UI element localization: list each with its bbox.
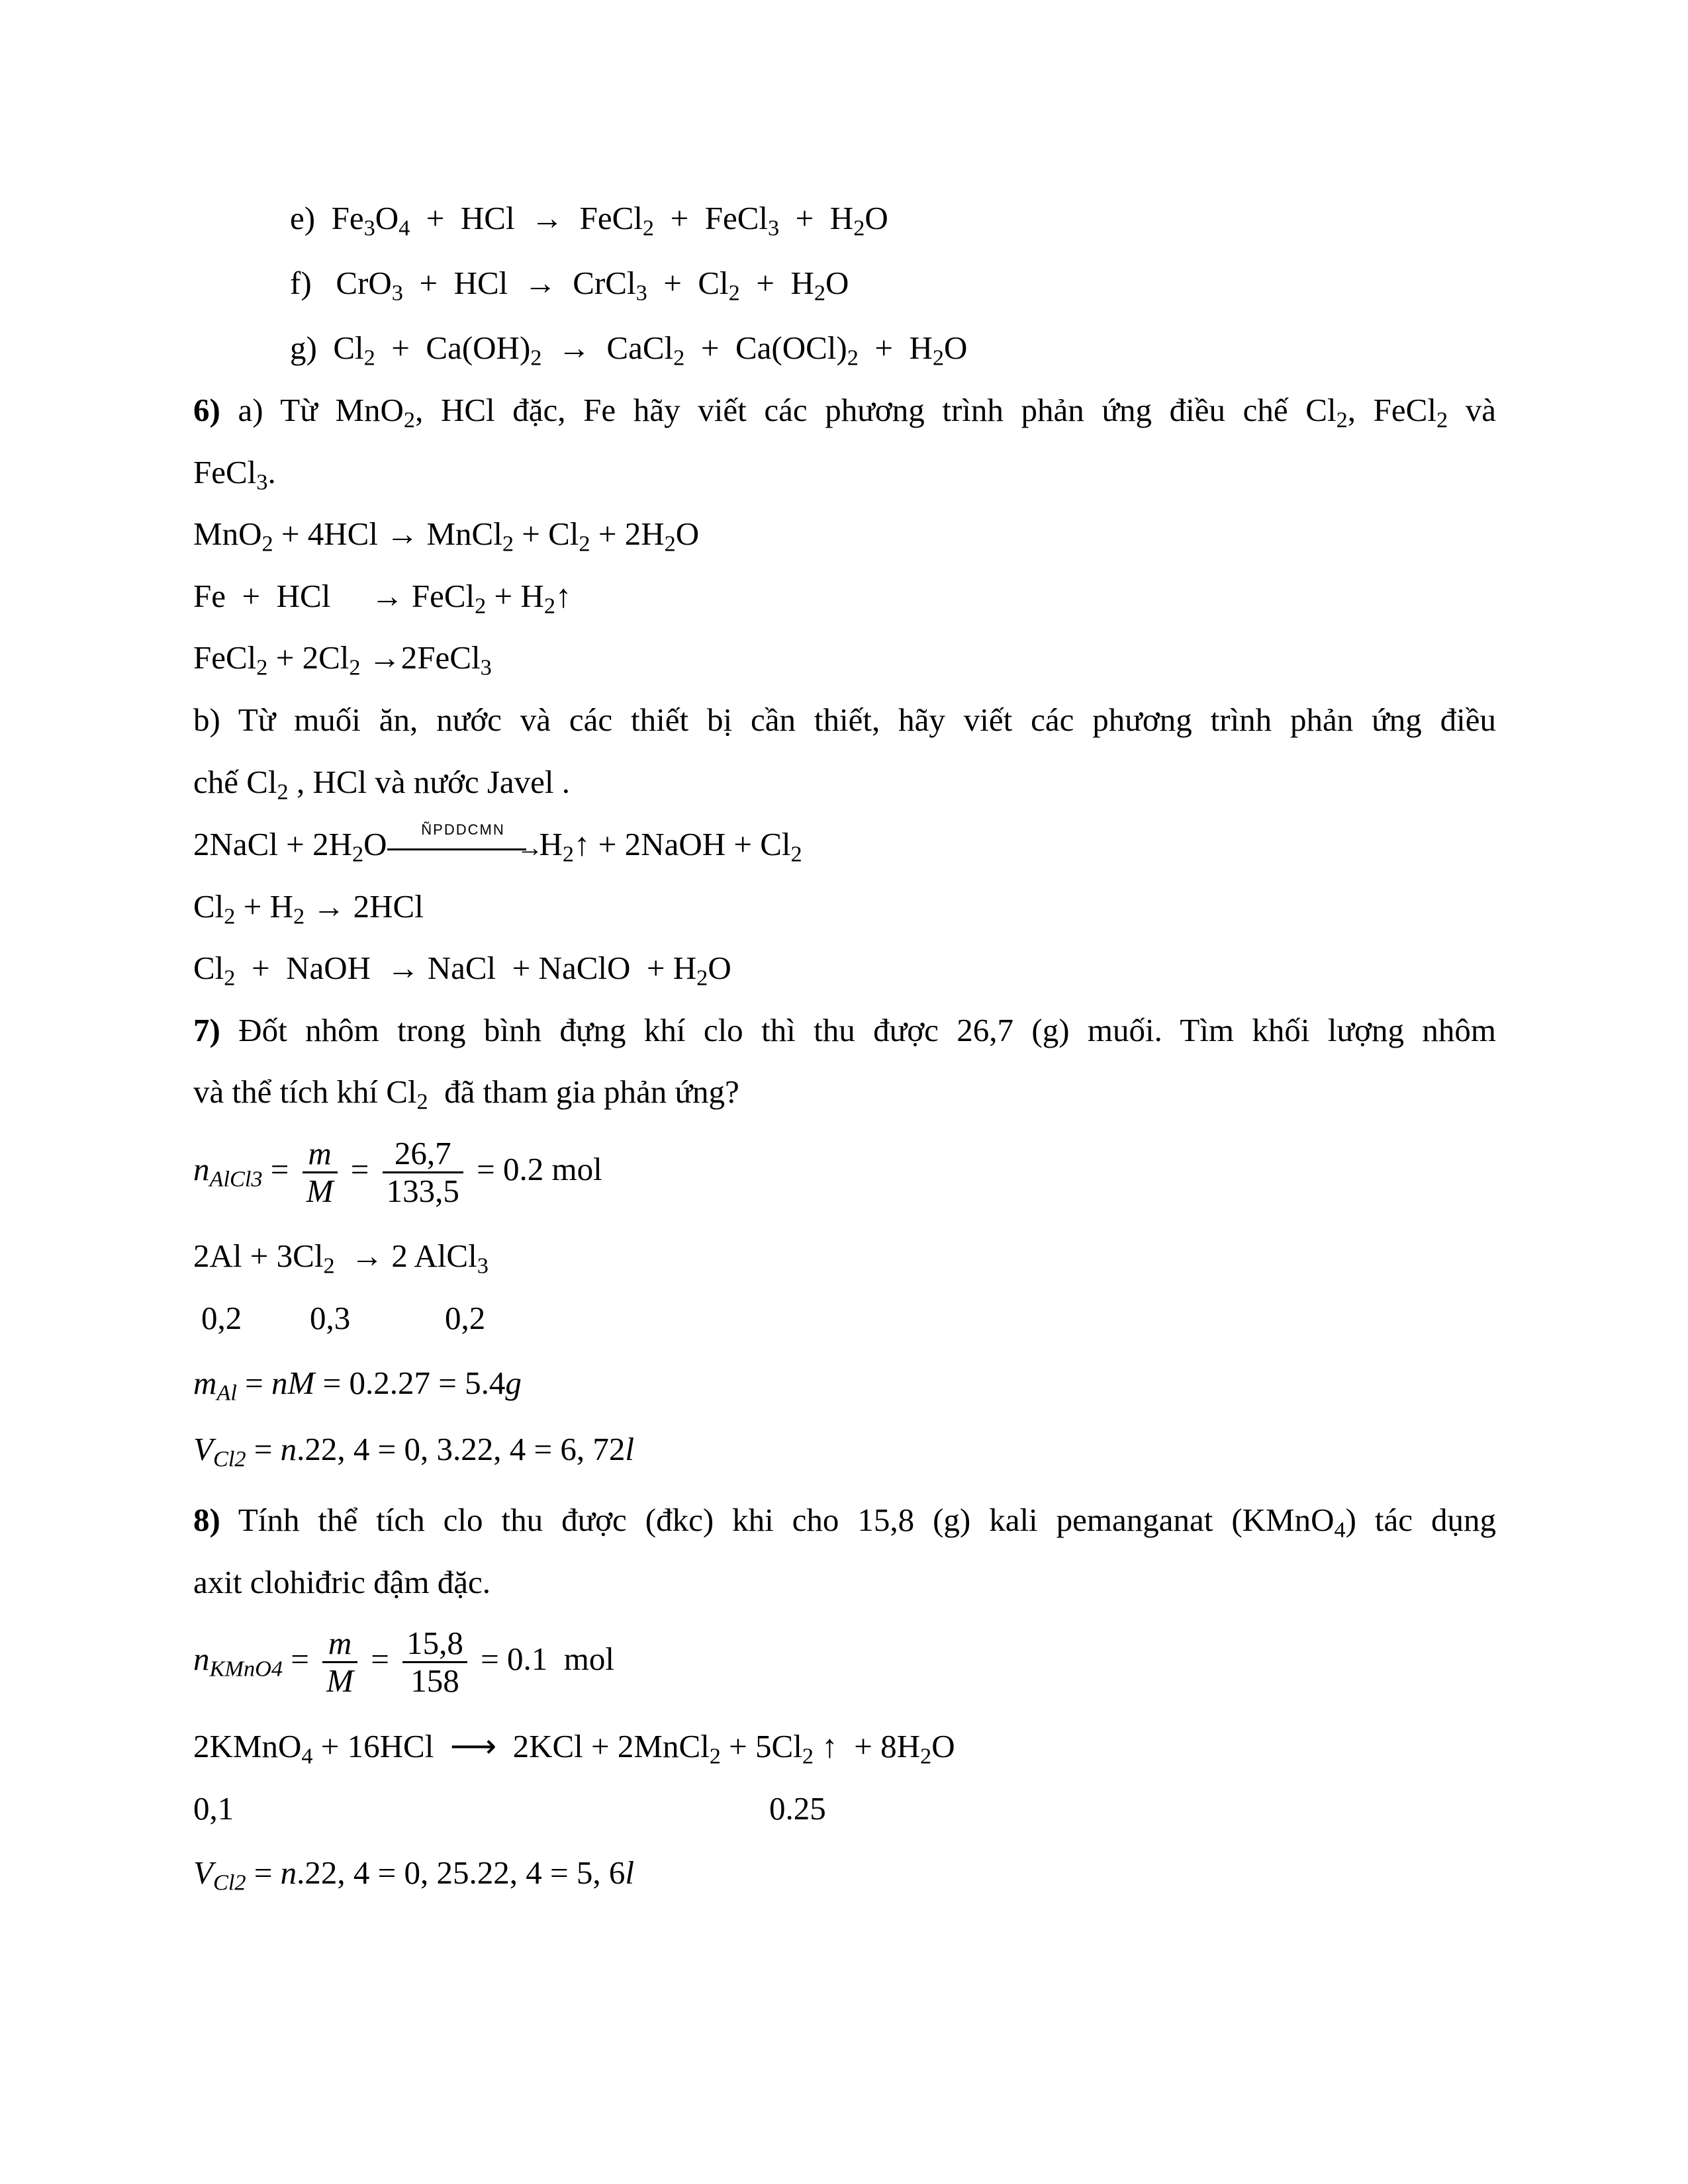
formula-8-volume: $V_{Cl2} = n.22$, 4 = 0, 25.22, 4 = 5, 6l	[193, 1854, 635, 1895]
reaction-6b-3: $Cl_2$ + NaOH → NaCl + NaClO + $H_2O$	[193, 950, 731, 991]
formula-7-volume: $V_{Cl2} = n.22$, 4 = 0, 3.22, 4 = 6, 72l	[193, 1431, 635, 1472]
formula-7-moles: $n_{AlCl3}$ = $\frac{m}{M}$ = $\frac{26,7}{133,5}$ = 0.2 mol	[193, 1135, 602, 1210]
question-7-line2: và thể tích khí $Cl_2$ đã tham gia phản ứng?	[193, 1073, 739, 1115]
formula-7-mass: $m_{Al}$ = nM = 0.2.27 = 5.4g	[193, 1365, 522, 1406]
formula-8-moles: $n_{KMnO4}$ = $\frac{m}{M}$ = $\frac{15,8}{158}$ = 0.1 mol	[193, 1625, 614, 1700]
question-6a-line1: 6) a) Từ MnO$_2$, HCl đặc, Fe hãy viết các phương trình phản ứng điều chế $Cl_2$, FeCl$_2$ và	[193, 392, 1497, 433]
arrow-condition-label: ÑPDDCMN	[421, 821, 505, 838]
electrolysis-arrow: ÑPDDCMN →	[387, 825, 539, 868]
reaction-6a-3: FeCl$_2$ + $2Cl_2$ →2FeCl$_3$	[193, 639, 492, 680]
question-6b-line1: b) Từ muối ăn, nước và các thiết bị cần thiết, hãy viết các phương trình phản ứng điều	[193, 702, 1496, 738]
reaction-7: $2Al + 3Cl_2 \to 2$ AlCl$_3$	[193, 1238, 489, 1279]
reaction-6b-1: 2NaCl + $2H_2O$ ÑPDDCMN $\to H_2↑$ + 2NaOH + $Cl_2$	[193, 825, 802, 868]
question-6a-line2: FeCl$_3$.	[193, 454, 276, 495]
fraction-m-over-M: $\frac{m}{M}$	[322, 1625, 357, 1699]
reaction-6b-2: $Cl_2 + H_2 \to 2HCl$	[193, 888, 424, 929]
equation-g: g) $Cl_2 + Ca(OH)_2$ → CaCl$_2$ + $Ca(OCl)_2 + H_2O$	[290, 330, 968, 371]
reaction-6a-1: MnO$_2$ + 4HCl → MnCl$_2$ + $Cl_2 + 2H_2O$	[193, 516, 700, 557]
reaction-8: 2KMnO$_4$ + 16HCl ⟶ 2KCl + 2MnCl$_2$ + $5Cl_2$ ↑ + $8H_2O$	[193, 1728, 955, 1769]
equation-f: f) CrO$_3$ + HCl → CrCl$_3$ + $Cl_2 + H_2O$	[290, 265, 849, 306]
fraction-m-over-M: $\frac{m}{M}$	[303, 1136, 338, 1209]
fraction-value: $\frac{26,7}{133,5}$	[383, 1136, 463, 1209]
question-8-line1: 8) Tính thể tích clo thu được (đkc) khi cho 15,8 (g) kali pemanganat (KMnO$_4$) tác dụng	[193, 1502, 1496, 1543]
fraction-value: $\frac{15,8}{158}$	[402, 1625, 467, 1699]
question-8-line2: axit clohiđric đậm đặc.	[193, 1564, 491, 1600]
equation-e: e) $Fe_3O_4$ + HCl → FeCl$_2$ + FeCl$_3$ + $H_2O$	[290, 200, 888, 241]
reaction-6a-2: Fe + HCl → FeCl$_2$ + $H_2↑$	[193, 578, 572, 619]
question-6b-line2: chế $Cl_2$ , HCl và nước Javel .	[193, 764, 571, 805]
question-7-line1: 7) Đốt nhôm trong bình đựng khí clo thì thu được 26,7 (g) muối. Tìm khối lượng nhôm	[193, 1012, 1496, 1048]
